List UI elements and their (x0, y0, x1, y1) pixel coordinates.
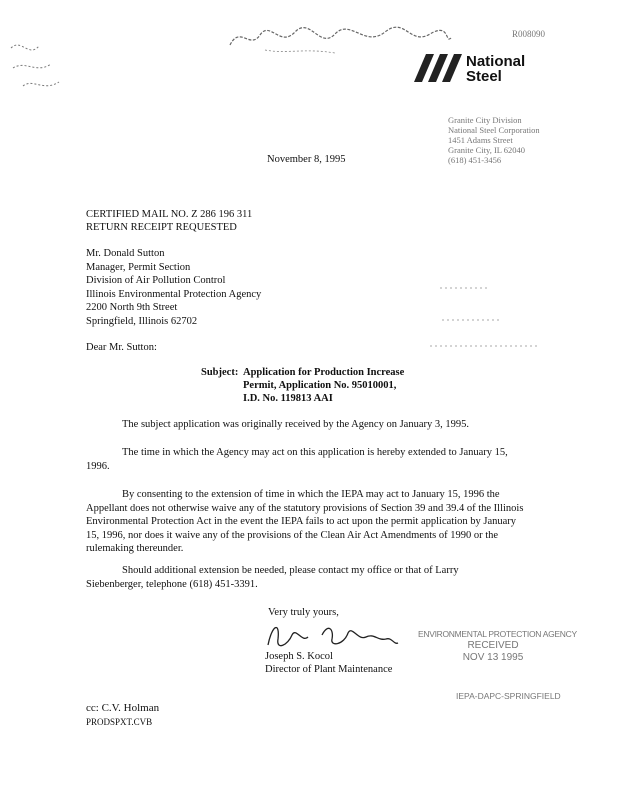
subject-line: I.D. No. 119813 AAI (243, 393, 333, 404)
faint-marks (430, 280, 550, 350)
stamp-received: RECEIVED (467, 640, 519, 651)
address-line: Granite City Division (448, 115, 522, 125)
recipient-block (86, 247, 261, 328)
body-paragraph-4: Should additional extension be needed, please contact my office or that of Larry Siebenberger, telephone (618) 451-3391. (86, 565, 459, 590)
body-paragraph-3: By consenting to the extension of time in which the IEPA may act to January 15, 1996 the Appellant does not otherwise waive any of the statutory provisions of Section 39 and 39.4 of the Illinois Environmental Protection Act in the event the IEPA fails to act upon the permit application by January 15, 1996, nor does it waive any of the provisions of the Clean Air Act Amendments of 1990 or the rulemaking thereunder. (86, 489, 524, 554)
stamp-location: IEPA-DAPC-SPRINGFIELD (456, 691, 561, 701)
recipient-line: Manager, Permit Section (86, 261, 191, 273)
stamp-date: NOV 13 1995 (462, 652, 524, 663)
recipient-line: Illinois Environmental Protection Agency (86, 288, 262, 300)
stamp-agency: ENVIRONMENTAL PROTECTION AGENCY (418, 629, 577, 639)
address-line: 1451 Adams Street (448, 135, 513, 145)
subject-line: Permit, Application No. 95010001, (243, 380, 397, 391)
signature (258, 615, 408, 655)
body-paragraph-2: The time in which the Agency may act on this application is hereby extended to January 15, 1996. (86, 447, 508, 472)
subject-label: Subject: (201, 367, 239, 378)
recipient-line: Division of Air Pollution Control (86, 275, 226, 286)
received-stamp (418, 628, 577, 664)
company-name-line1: National (466, 53, 526, 70)
address-line: National Steel Corporation (448, 125, 540, 135)
signer-title: Director of Plant Maintenance (265, 664, 393, 675)
salutation: Dear Mr. Sutton: (86, 342, 157, 353)
address-line: Granite City, IL 62040 (448, 145, 526, 155)
body-paragraph-1: The subject application was originally received by the Agency on January 3, 1995. (122, 419, 469, 430)
return-receipt-line: RETURN RECEIPT REQUESTED (86, 222, 237, 233)
document-code: R008090 (512, 29, 546, 39)
subject-line: Application for Production Increase (243, 367, 405, 378)
recipient-line: 2200 North 9th Street (86, 302, 178, 313)
recipient-line: Springfield, Illinois 62702 (86, 315, 198, 327)
closing: Very truly yours, (268, 607, 339, 618)
letter-date: November 8, 1995 (267, 154, 346, 165)
certified-mail-line: CERTIFIED MAIL NO. Z 286 196 311 (86, 209, 253, 220)
corner-handwriting (3, 28, 73, 108)
file-code: PRODSPXT.CVB (86, 717, 153, 727)
recipient-line: Mr. Donald Sutton (86, 248, 165, 259)
company-name-line2: Steel (466, 68, 502, 85)
signer-name: Joseph S. Kocol (265, 651, 333, 662)
company-address (448, 115, 540, 165)
cc-line: cc: C.V. Holman (86, 702, 160, 714)
national-steel-logo-icon (410, 52, 464, 84)
subject-lines (243, 366, 404, 405)
address-line: (618) 451-3456 (448, 155, 502, 165)
